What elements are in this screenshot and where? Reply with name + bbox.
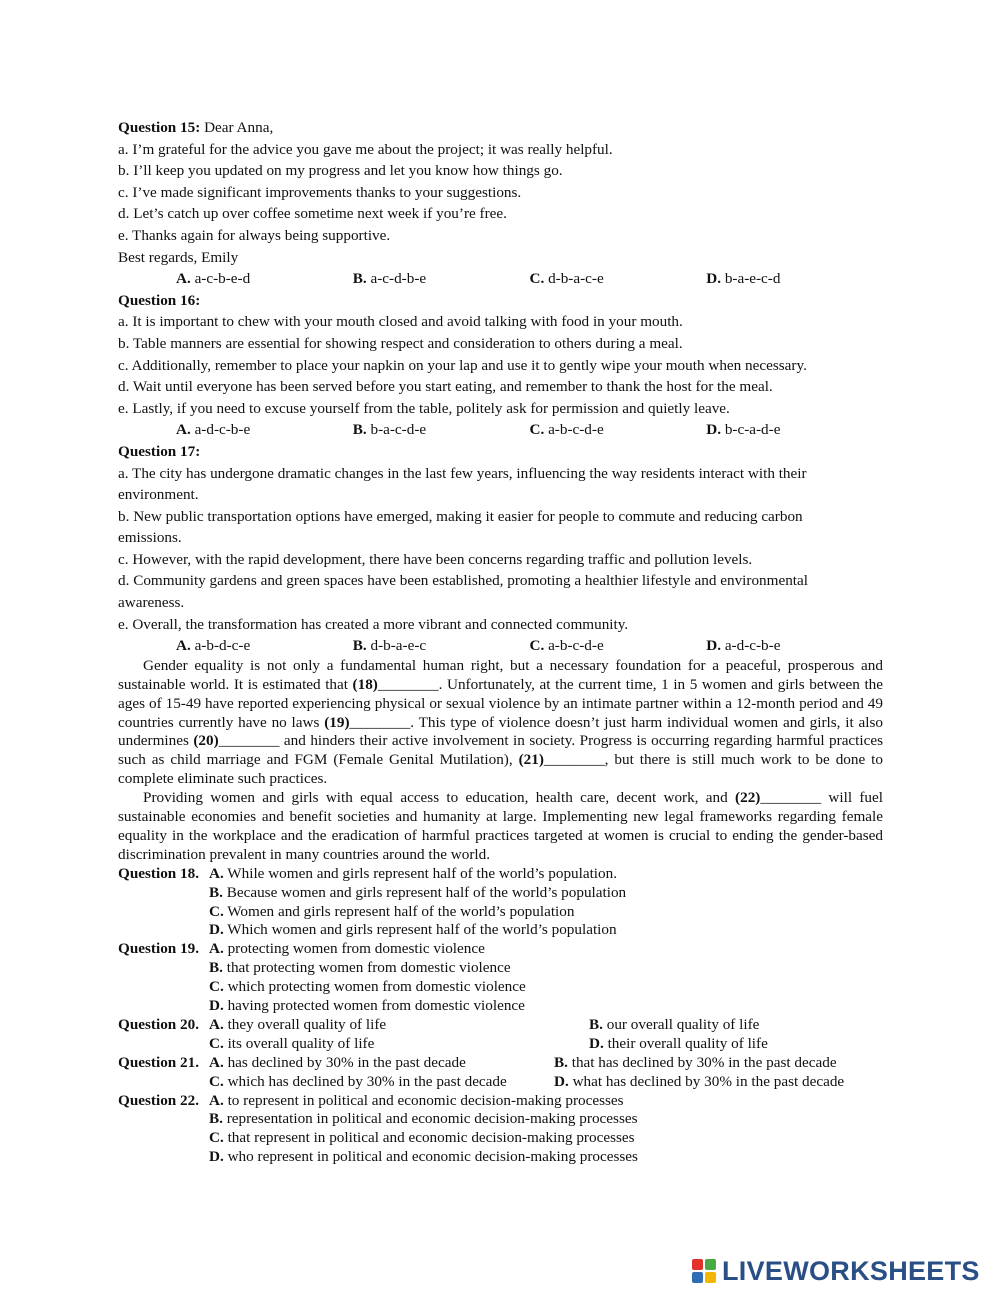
q19-option-b[interactable]	[209, 959, 511, 978]
q16-option-d[interactable]	[706, 419, 883, 441]
option-letter: B.	[209, 883, 223, 901]
q17-line-e: e. Overall, the transformation has created a more vibrant and connected community.	[118, 615, 629, 633]
q18-row-b	[118, 884, 883, 903]
q15-label: Question 15:	[118, 119, 201, 136]
option-text: b-a-e-c-d	[724, 270, 781, 288]
option-letter: B.	[209, 1110, 223, 1128]
q15-line-b: b. I’ll keep you updated on my progress and let you know how things go.	[118, 162, 563, 180]
q21-row-2	[118, 1073, 883, 1092]
option-letter: A.	[209, 940, 224, 958]
q15-option-b[interactable]	[353, 268, 530, 290]
blank-19-number: (19)	[324, 713, 350, 731]
option-letter: D.	[209, 1148, 224, 1166]
option-letter: C.	[209, 902, 224, 920]
q15-option-c[interactable]	[530, 268, 707, 290]
q15-intro: Dear Anna,	[204, 119, 274, 136]
option-letter: D.	[589, 1034, 604, 1052]
passage-text: ________. This type of violence doesn’t just harm individual women and girls, it also undermines	[118, 713, 883, 750]
option-letter: B.	[352, 637, 367, 655]
q22-option-c[interactable]	[209, 1129, 635, 1148]
q16-option-c[interactable]	[530, 419, 707, 441]
liveworksheets-logo[interactable]	[692, 1254, 980, 1288]
q16-options	[118, 419, 883, 441]
option-text: protecting women from domestic violence	[227, 940, 485, 958]
q17-option-b[interactable]	[353, 635, 530, 657]
passage-text: ________ and hinders their active involvement in society. Progress is occurring regarding harmful practices such as child marriage and FGM (Female Genital Mutilation),	[118, 732, 884, 769]
logo-square-green	[705, 1259, 716, 1270]
q21-option-a[interactable]	[209, 1054, 554, 1073]
q17-line-a-cont: environment.	[118, 486, 199, 504]
q19-row-c	[118, 978, 883, 997]
passage-text: ________, but there is still much work to be done to complete eliminate such practices.	[118, 751, 883, 788]
q15-line-a: a. I’m grateful for the advice you gave me about the project; it was really helpful.	[118, 140, 613, 158]
q15-option-a[interactable]	[176, 268, 353, 290]
option-letter: D.	[706, 270, 722, 288]
option-letter: A.	[176, 421, 191, 439]
option-text: has declined by 30% in the past decade	[227, 1053, 466, 1071]
option-letter: D.	[706, 637, 722, 655]
option-letter: A.	[209, 1091, 224, 1109]
q19-row-d	[118, 997, 883, 1016]
logo-square-yellow	[705, 1272, 716, 1283]
q17-line-c: c. However, with the rapid development, there have been concerns regarding traffic and pollution levels.	[118, 550, 753, 568]
option-letter: B.	[209, 959, 223, 977]
option-text: our overall quality of life	[606, 1015, 760, 1033]
q16-line-d: d. Wait until everyone has been served before you start eating, and remember to thank the host for the meal.	[118, 378, 773, 396]
option-letter: C.	[529, 637, 545, 655]
option-text: they overall quality of life	[227, 1015, 387, 1033]
option-text: its overall quality of life	[227, 1034, 375, 1052]
option-letter: C.	[209, 1072, 224, 1090]
q17-line-b-cont: emissions.	[118, 529, 182, 547]
q19-label: Question 19.	[118, 940, 200, 958]
option-letter: B.	[589, 1015, 603, 1033]
q19-option-a[interactable]	[209, 940, 485, 959]
option-letter: A.	[209, 864, 224, 882]
blank-22-number: (22)	[735, 789, 761, 807]
passage-text: Providing women and girls with equal access to education, health care, decent work, and	[143, 789, 736, 807]
option-letter: C.	[209, 1034, 224, 1052]
q17-line-a: a. The city has undergone dramatic changes in the last few years, influencing the way residents interact with their	[118, 464, 807, 482]
q17-option-d[interactable]	[706, 635, 883, 657]
q22-row-b	[118, 1110, 883, 1129]
q18-row-a	[118, 865, 883, 884]
logo-square-blue	[692, 1272, 703, 1283]
q16-label: Question 16:	[118, 291, 201, 309]
option-text: that represent in political and economic decision-making processes	[227, 1129, 635, 1147]
passage-text: ________. Unfortunately, at the current time, 1 in 5 women and girls between the ages of 15-49 have reported experiencing physical or sexual violence by an intimate partner within a 12-month period and 49 countries currently have no laws	[118, 675, 883, 731]
option-letter: C.	[209, 1129, 224, 1147]
q16-line-a: a. It is important to chew with your mouth closed and avoid talking with food in your mouth.	[118, 313, 683, 331]
q19-row-a	[118, 940, 883, 959]
q19-row-b	[118, 959, 883, 978]
option-letter: D.	[706, 421, 722, 439]
passage-text: Gender equality is not only a fundamental human right, but a necessary foundation for a peaceful, prosperous and sustainable world. It is estimated that	[118, 656, 883, 693]
q22-option-b[interactable]	[209, 1110, 638, 1129]
option-text: to represent in political and economic decision-making processes	[227, 1091, 624, 1109]
q20-option-b[interactable]	[589, 1016, 759, 1035]
logo-text: LIVEWORKSHEETS	[722, 1255, 980, 1286]
passage-paragraph-2	[118, 789, 883, 865]
q21-option-d[interactable]	[554, 1073, 844, 1092]
option-letter: A.	[209, 1015, 224, 1033]
option-letter: D.	[554, 1072, 569, 1090]
q18-option-b[interactable]	[209, 884, 626, 903]
q17-label: Question 17:	[118, 442, 201, 460]
option-text: a-d-c-b-e	[724, 637, 781, 655]
q18-row-c	[118, 903, 883, 922]
option-text: a-d-c-b-e	[194, 421, 251, 439]
q15-option-d[interactable]	[706, 268, 883, 290]
q20-label: Question 20.	[118, 1015, 200, 1033]
option-letter: C.	[529, 270, 545, 288]
logo-mark-icon	[692, 1259, 716, 1283]
option-text: their overall quality of life	[607, 1034, 768, 1052]
q20-row-2	[118, 1035, 883, 1054]
passage-paragraph-1	[118, 657, 883, 789]
option-text: b-c-a-d-e	[724, 421, 781, 439]
blank-18-number: (18)	[352, 675, 378, 693]
q18-label: Question 18.	[118, 864, 200, 882]
option-letter: C.	[209, 978, 224, 996]
blank-21-number: (21)	[518, 751, 544, 769]
q21-option-b[interactable]	[554, 1054, 837, 1073]
option-letter: A.	[176, 270, 191, 288]
option-text: d-b-a-e-c	[370, 637, 427, 655]
q15-options	[118, 268, 883, 290]
q22-option-a[interactable]	[209, 1092, 624, 1111]
q22-label: Question 22.	[118, 1091, 200, 1109]
option-letter: A.	[209, 1053, 224, 1071]
q16-line-e: e. Lastly, if you need to excuse yourself from the table, politely ask for permission and quietly leave.	[118, 399, 730, 417]
q20-option-c[interactable]	[209, 1035, 589, 1054]
option-text: that protecting women from domestic violence	[226, 959, 511, 977]
option-text: a-b-c-d-e	[548, 421, 604, 439]
option-text: who represent in political and economic decision-making processes	[227, 1148, 638, 1166]
q17-line-d-cont: awareness.	[118, 594, 185, 612]
q17-option-a[interactable]	[176, 635, 353, 657]
option-text: a-b-d-c-e	[194, 637, 251, 655]
q22-option-d[interactable]	[209, 1148, 638, 1167]
option-text: a-b-c-d-e	[548, 637, 604, 655]
option-text: that has declined by 30% in the past decade	[571, 1053, 837, 1071]
q17-option-c[interactable]	[530, 635, 707, 657]
q21-row-1	[118, 1054, 883, 1073]
option-text: Women and girls represent half of the world’s population	[227, 902, 575, 920]
q16-line-b: b. Table manners are essential for showing respect and consideration to others during a meal.	[118, 334, 683, 352]
q16-line-c: c. Additionally, remember to place your napkin on your lap and use it to gently wipe your mouth when necessary.	[118, 356, 807, 374]
q21-option-c[interactable]	[209, 1073, 554, 1092]
q18-option-a[interactable]	[209, 865, 617, 884]
q20-option-a[interactable]	[209, 1016, 589, 1035]
option-text: representation in political and economic decision-making processes	[226, 1110, 638, 1128]
q18-option-d[interactable]	[209, 921, 617, 940]
option-text: Which women and girls represent half of the world’s population	[227, 921, 617, 939]
q15-header	[118, 117, 883, 139]
option-letter: C.	[529, 421, 545, 439]
passage-text: ________ will fuel sustainable economies and benefit societies and humanity at large. Implementing new legal frameworks regarding female equality in the workplace and the eradication of harmful practices targeted at women is crucial to ending the gender-based discrimination prevalent in many countries around the world.	[118, 789, 883, 863]
q15-line-d: d. Let’s catch up over coffee sometime next week if you’re free.	[118, 205, 507, 223]
option-letter: D.	[209, 997, 224, 1015]
q17-line-d: d. Community gardens and green spaces have been established, promoting a healthier lifestyle and environmental	[118, 572, 808, 590]
option-letter: B.	[554, 1053, 568, 1071]
q21-label: Question 21.	[118, 1053, 200, 1071]
option-text: b-a-c-d-e	[370, 421, 427, 439]
option-text: which has declined by 30% in the past decade	[227, 1072, 507, 1090]
q15-signoff: Best regards, Emily	[118, 248, 239, 266]
q15-line-c: c. I’ve made significant improvements thanks to your suggestions.	[118, 183, 522, 201]
q15-line-e: e. Thanks again for always being supportive.	[118, 226, 391, 244]
option-letter: A.	[176, 637, 191, 655]
q18-option-c[interactable]	[209, 903, 574, 922]
worksheet-page	[118, 117, 883, 1167]
option-text: Because women and girls represent half of the world’s population	[226, 883, 627, 901]
option-text: having protected women from domestic violence	[227, 997, 525, 1015]
option-text: which protecting women from domestic violence	[227, 978, 526, 996]
q19-option-c[interactable]	[209, 978, 526, 997]
q20-row-1	[118, 1016, 883, 1035]
option-text: what has declined by 30% in the past decade	[572, 1072, 845, 1090]
option-letter: D.	[209, 921, 224, 939]
q19-option-d[interactable]	[209, 997, 525, 1016]
option-letter: B.	[352, 421, 367, 439]
q22-row-a	[118, 1092, 883, 1111]
option-text: While women and girls represent half of the world’s population.	[227, 864, 618, 882]
option-text: d-b-a-c-e	[548, 270, 604, 288]
q22-row-c	[118, 1129, 883, 1148]
q17-line-b: b. New public transportation options have emerged, making it easier for people to commute and reducing carbon	[118, 507, 803, 525]
logo-square-red	[692, 1259, 703, 1270]
option-text: a-c-d-b-e	[370, 270, 427, 288]
option-text: a-c-b-e-d	[194, 270, 251, 288]
q18-row-d	[118, 921, 883, 940]
q22-row-d	[118, 1148, 883, 1167]
blank-20-number: (20)	[193, 732, 219, 750]
q16-option-a[interactable]	[176, 419, 353, 441]
q20-option-d[interactable]	[589, 1035, 768, 1054]
q16-option-b[interactable]	[353, 419, 530, 441]
option-letter: B.	[352, 270, 367, 288]
q17-options	[118, 635, 883, 657]
